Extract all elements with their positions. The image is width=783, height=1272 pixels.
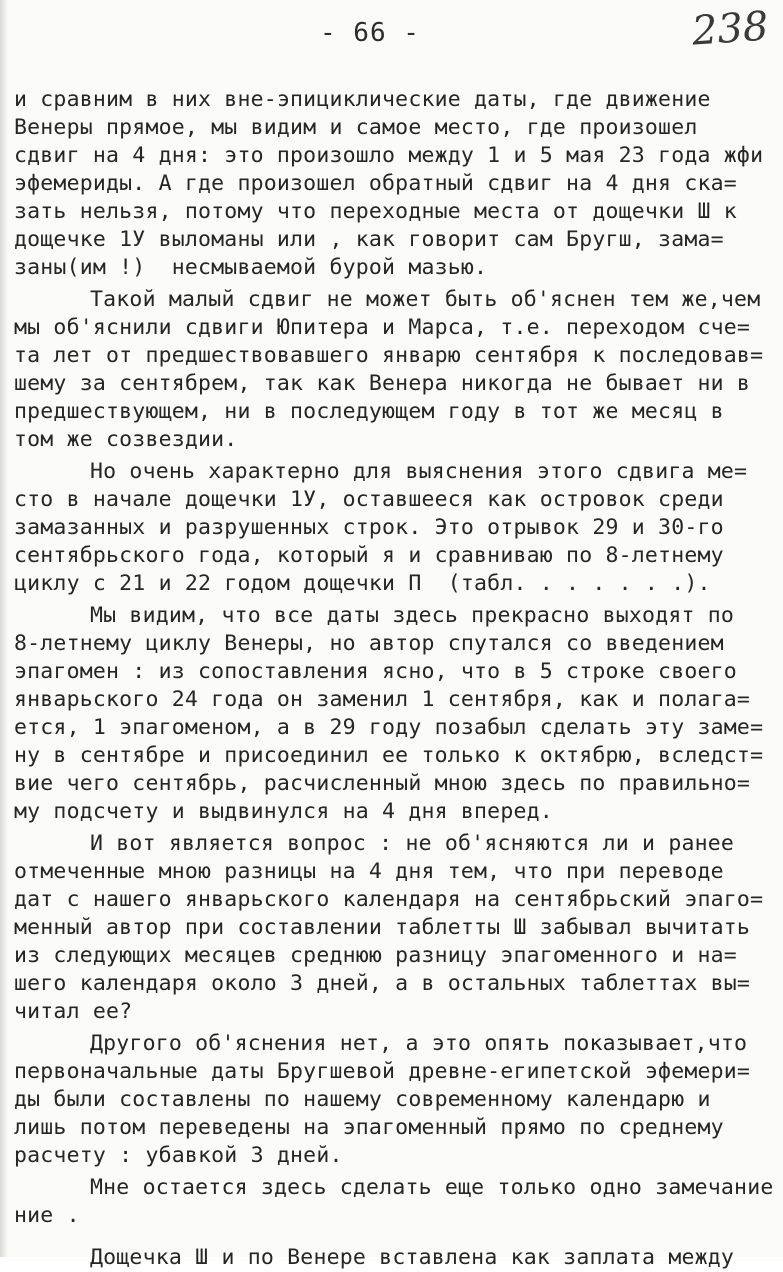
paragraph-start-line: Другого об'яснения нет, а это опять показывает,что (90, 1031, 748, 1056)
typewritten-body (14, 86, 780, 1272)
text-line: эфемериды. А где произошел обратный сдвиг на 4 дня ска= (14, 171, 737, 196)
text-line: эпагомен : из сопоставления ясно, что в 5 строке своего (14, 659, 737, 684)
text-line: ну в сентябре и присоединил ее только к октябрю, вследст= (14, 743, 764, 768)
text-line: 8-летнему циклу Венеры, но автор спутался со введением (14, 631, 724, 656)
text-line: сентябрьского года, который я и сравниваю по 8-летнему (14, 543, 724, 568)
text-line: менный автор при составлении таблетты Ш забывал вычитать (14, 915, 751, 940)
text-line: вие чего сентябрь, расчисленный мною здесь по правильно= (14, 771, 751, 796)
paragraph-start-line: Такой малый сдвиг не может быть об'яснен тем же,чем (90, 287, 761, 312)
text-line: дат с нашего январьского календаря на сентябрьский эпаго= (14, 887, 764, 912)
paragraph-start-line: Мне остается здесь сделать еще только одно замечание (90, 1175, 774, 1200)
text-line: расчету : убавкой 3 дней. (14, 1143, 343, 1168)
page-edge-shadow (0, 0, 8, 1257)
text-line: ется, 1 эпагоменом, а в 29 году позабыл сделать эту заме= (14, 715, 764, 740)
text-line: из следующих месяцев среднюю разницу эпагоменного и на= (14, 943, 737, 968)
text-line: зать нельзя, потому что переходные места от дощечки Ш к (14, 199, 737, 224)
text-line: предшествующем, ни в последующем году в тот же месяц в (14, 399, 724, 424)
text-line: и сравним в них вне-эпициклические даты, где движение (14, 87, 711, 112)
text-line: дощечке 1У выломаны или , как говорит сам Бругш, зама= (14, 227, 724, 252)
text-line: му подсчету и выдвинулся на 4 дня вперед. (14, 799, 553, 824)
text-line: сто в начале дощечки 1У, оставшееся как островок среди (14, 487, 724, 512)
text-line: заны(им !) несмываемой бурой мазью. (14, 255, 488, 280)
text-line: том же созвездии. (14, 427, 238, 452)
page-number: - 66 - (320, 18, 420, 48)
paragraph-start-line: Мы видим, что все даты здесь прекрасно выходят по (90, 603, 735, 628)
text-line: январьского 24 года он заменил 1 сентября, как и полага= (14, 687, 751, 712)
handwritten-page-number: 238 (690, 3, 770, 55)
text-line: та лет от предшествовавшего январю сентября к последовав= (14, 343, 764, 368)
text-line: шего календаря около 3 дней, а в остальных таблеттах вы= (14, 971, 751, 996)
text-line: шему за сентябрем, так как Венера никогда не бывает ни в (14, 371, 751, 396)
text-line: Венеры прямое, мы видим и самое место, где произошел (14, 115, 698, 140)
paragraph-start-line: Дощечка Ш и по Венере вставлена как заплата между (90, 1245, 735, 1270)
text-line: ды были составлены по нашему современному календарю и (14, 1087, 711, 1112)
paragraph-start-line: Но очень характерно для выяснения этого сдвига ме= (90, 459, 748, 484)
text-line: первоначальные даты Бругшевой древне-египетской эфемери= (14, 1059, 751, 1084)
text-line: циклу с 21 и 22 годом дощечки П (табл. . . . . . .). (14, 571, 711, 596)
paragraph-start-line: И вот является вопрос : не об'ясняются ли и ранее (90, 831, 735, 856)
text-line: мы об'яснили сдвиги Юпитера и Марса, т.е. переходом сче= (14, 315, 751, 340)
text-line: сдвиг на 4 дня: это произошло между 1 и 5 мая 23 года жфи (14, 143, 764, 168)
text-line: ние . (14, 1203, 80, 1228)
text-line: замазанных и разрушенных строк. Это отрывок 29 и 30-го (14, 515, 724, 540)
text-line: отмеченные мною разницы на 4 дня тем, что при переводе (14, 859, 724, 884)
text-line: читал ее? (14, 999, 133, 1024)
text-line: лишь потом переведены на эпагоменный прямо по среднему (14, 1115, 724, 1140)
